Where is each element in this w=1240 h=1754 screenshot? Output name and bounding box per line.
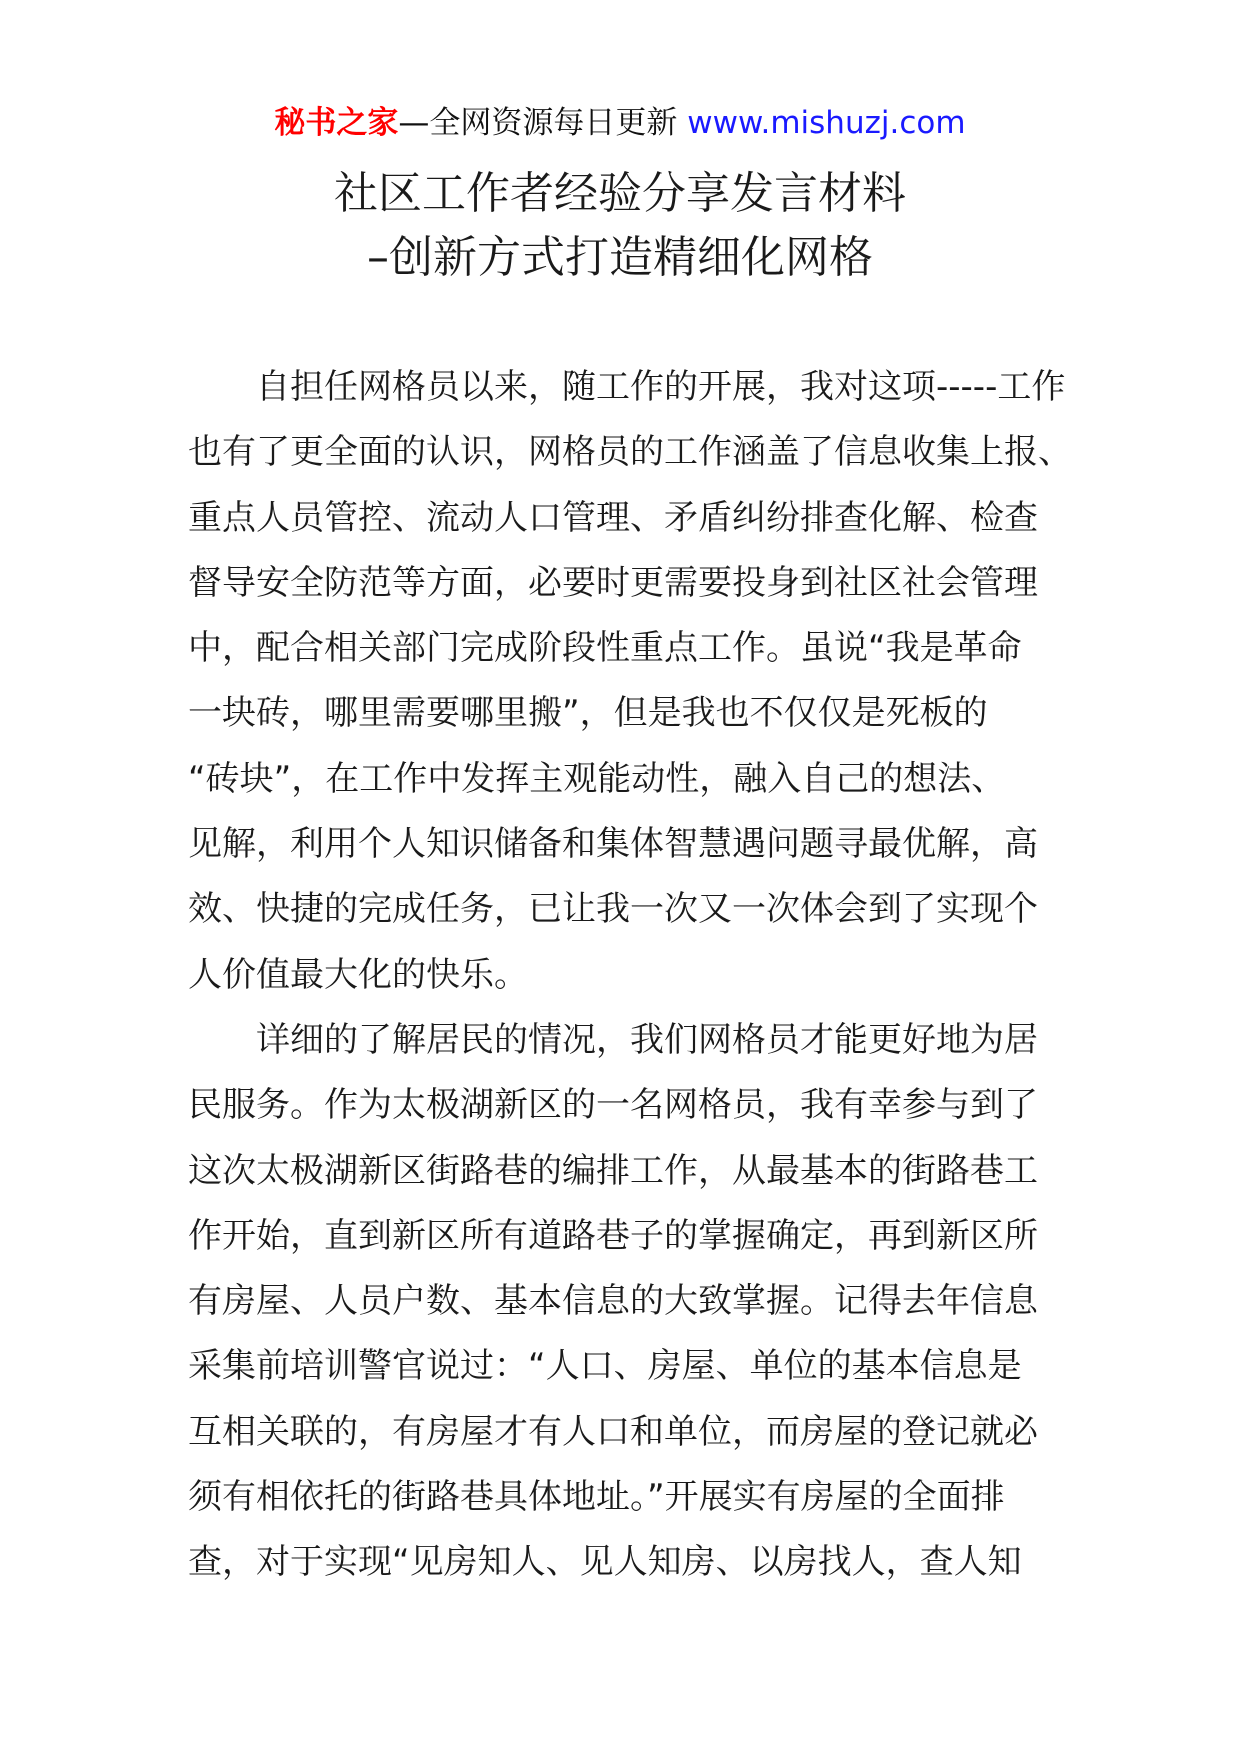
paragraph-2-line: 须有相依托的街路巷具体地址。”开展实有房屋的全面排 xyxy=(188,1477,1005,1518)
paragraph-2-line: 采集前培训警官说过：“人口、房屋、单位的基本信息是 xyxy=(188,1346,1022,1387)
paragraph-2-line: 互相关联的，有房屋才有人口和单位，而房屋的登记就必 xyxy=(188,1411,1038,1452)
paragraph-1-line: 自担任网格员以来，随工作的开展，我对这项-----工作 xyxy=(256,367,1066,407)
paragraph-1-line: 效、快捷的完成任务，已让我一次又一次体会到了实现个 xyxy=(188,889,1038,930)
paragraph-2-line: 民服务。作为太极湖新区的一名网格员，我有幸参与到了 xyxy=(188,1085,1038,1126)
paragraph-1-line: 重点人员管控、流动人口管理、矛盾纠纷排查化解、检查 xyxy=(188,497,1038,538)
brand-name: 秘书之家 xyxy=(274,105,399,141)
paragraph-2-line: 详细的了解居民的情况，我们网格员才能更好地为居 xyxy=(256,1019,1038,1060)
paragraph-1-line: 也有了更全面的认识，网格员的工作涵盖了信息收集上报、 xyxy=(188,432,1072,473)
paragraph-1-line: 中，配合相关部门完成阶段性重点工作。虽说“我是革命 xyxy=(188,628,1022,669)
paragraph-1-line: “砖块”，在工作中发挥主观能动性，融入自己的想法、 xyxy=(188,758,1006,799)
paragraph-1-line: 人价值最大化的快乐。 xyxy=(188,954,528,995)
paragraph-2-line: 作开始，直到新区所有道路巷子的掌握确定，再到新区所 xyxy=(188,1215,1038,1256)
document-subtitle: –创新方式打造精细化网格 xyxy=(367,232,873,283)
header-tagline: —全网资源每日更新 xyxy=(398,105,678,141)
paragraph-1-line: 见解，利用个人知识储备和集体智慧遇问题寻最优解，高 xyxy=(188,824,1038,865)
paragraph-2-line: 查，对于实现“见房知人、见人知房、以房找人，查人知 xyxy=(188,1542,1022,1583)
site-url[interactable]: www.mishuzj.com xyxy=(677,105,966,141)
paragraph-2-line: 有房屋、人员户数、基本信息的大致掌握。记得去年信息 xyxy=(188,1281,1038,1322)
paragraph-1-line: 一块砖，哪里需要哪里搬”，但是我也不仅仅是死板的 xyxy=(188,693,988,734)
document-title: 社区工作者经验分享发言材料 xyxy=(334,168,906,219)
document-body xyxy=(188,355,1072,1596)
paragraph-2-line: 这次太极湖新区街路巷的编排工作，从最基本的街路巷工 xyxy=(188,1150,1038,1191)
paragraph-1-line: 督导安全防范等方面，必要时更需要投身到社区社会管理 xyxy=(188,562,1038,603)
site-header xyxy=(0,100,1240,146)
